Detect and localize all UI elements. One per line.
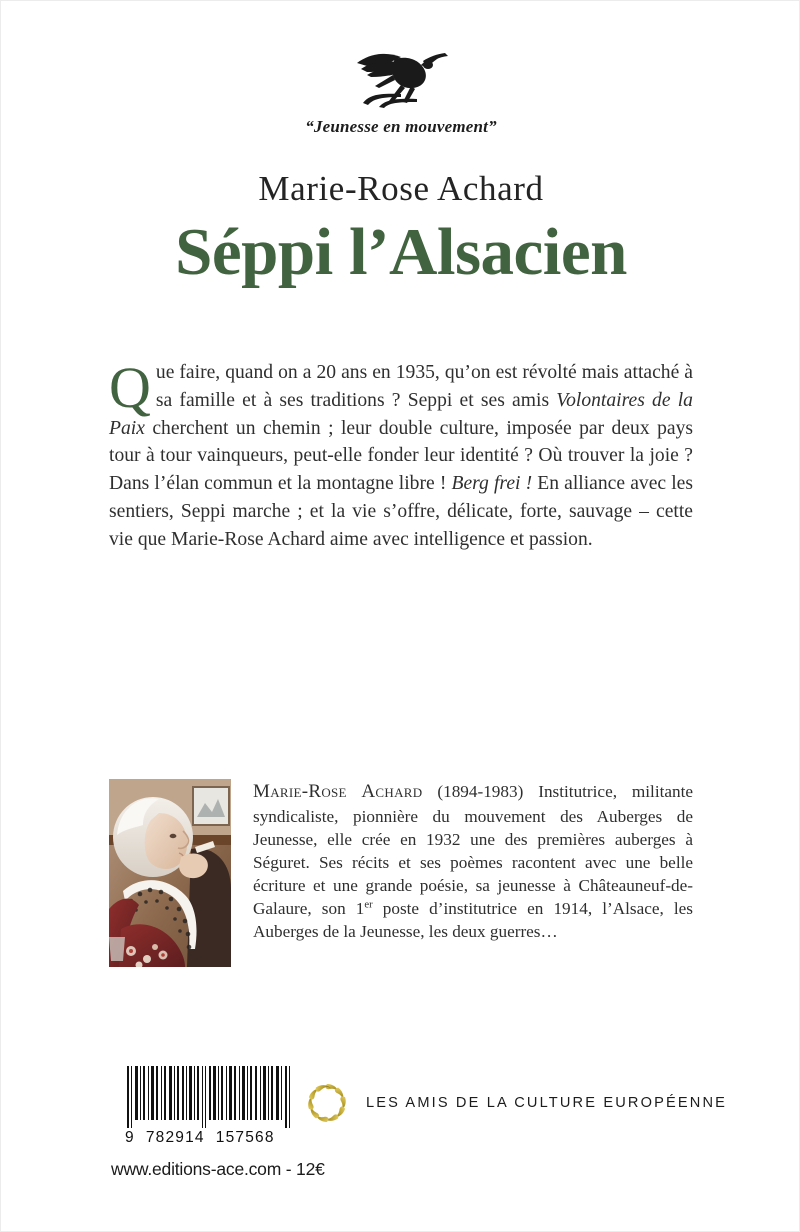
bio-text-after: poste d’institutrice en 1914, l’Alsace, les Auberges de la Jeunesse, les deux guerres… [253,899,693,942]
flying-bird-on-skis-icon [349,45,453,111]
cover-title: Séppi l’Alsacien [175,215,627,289]
blurb-italic-volontaires: Volontaires de la Paix [109,389,693,439]
bio-author-name: Marie-Rose Achard [253,781,423,802]
blurb-dropcap: Q [109,355,151,420]
bio-dates: (1894-1983) [422,782,539,801]
blurb-text-part3: En alliance avec les sentiers, Seppi marche ; et la vie s’offre, délicate, forte, sauvage – cette vie que Marie-Rose Achard aime avec intelligence et passion. [109,473,693,550]
ean13-barcode [125,1066,295,1128]
imprint-block [1,45,800,137]
blurb-italic-bergfrei: Berg frei ! [451,473,533,495]
bio-ordinal-sup: er [364,899,373,911]
publisher-website-and-price[interactable]: www.editions-ace.com - 12€ [111,1159,325,1179]
bio-text-before: Institutrice, militante syndicaliste, pionnière du mouvement des Auberges de Jeunesse, elle crée en 1932 une des premières auberges à Séguret. Ses récits et ses poèmes racontent avec une belle écriture et une grande poésie, sa jeunesse à Châteauneuf-de-Galaure, son 1 [253,782,694,919]
collection-tagline: “Jeunesse en mouvement” [305,117,497,136]
blurb-paragraph [109,355,693,554]
author-bio-block [109,779,693,967]
author-portrait-illustration [109,779,231,967]
barcode-digits: 9 782914 157568 [125,1129,275,1146]
publisher-block [304,1080,727,1126]
barcode-block [125,1066,295,1147]
blurb-text-part1: ue faire, quand on a 20 ans en 1935, qu’on est révolté mais attaché à sa famille et à ses traditions ? Seppi et ses amis [155,362,693,411]
cover-author-name: Marie-Rose Achard [258,169,544,208]
author-portrait-photo [109,779,231,967]
author-bio-text [253,779,693,943]
gold-swirl-ring-icon [304,1080,350,1126]
blurb-text-part2: cherchent un chemin ; leur double culture, imposée par deux pays tour à tour vainqueurs, peut-elle fonder leur identité ? Où trouver la joie ? Dans l’élan commun et la montagne libre ! [109,417,693,495]
publisher-name: LES AMIS DE LA CULTURE EUROPÉENNE [366,1095,728,1111]
